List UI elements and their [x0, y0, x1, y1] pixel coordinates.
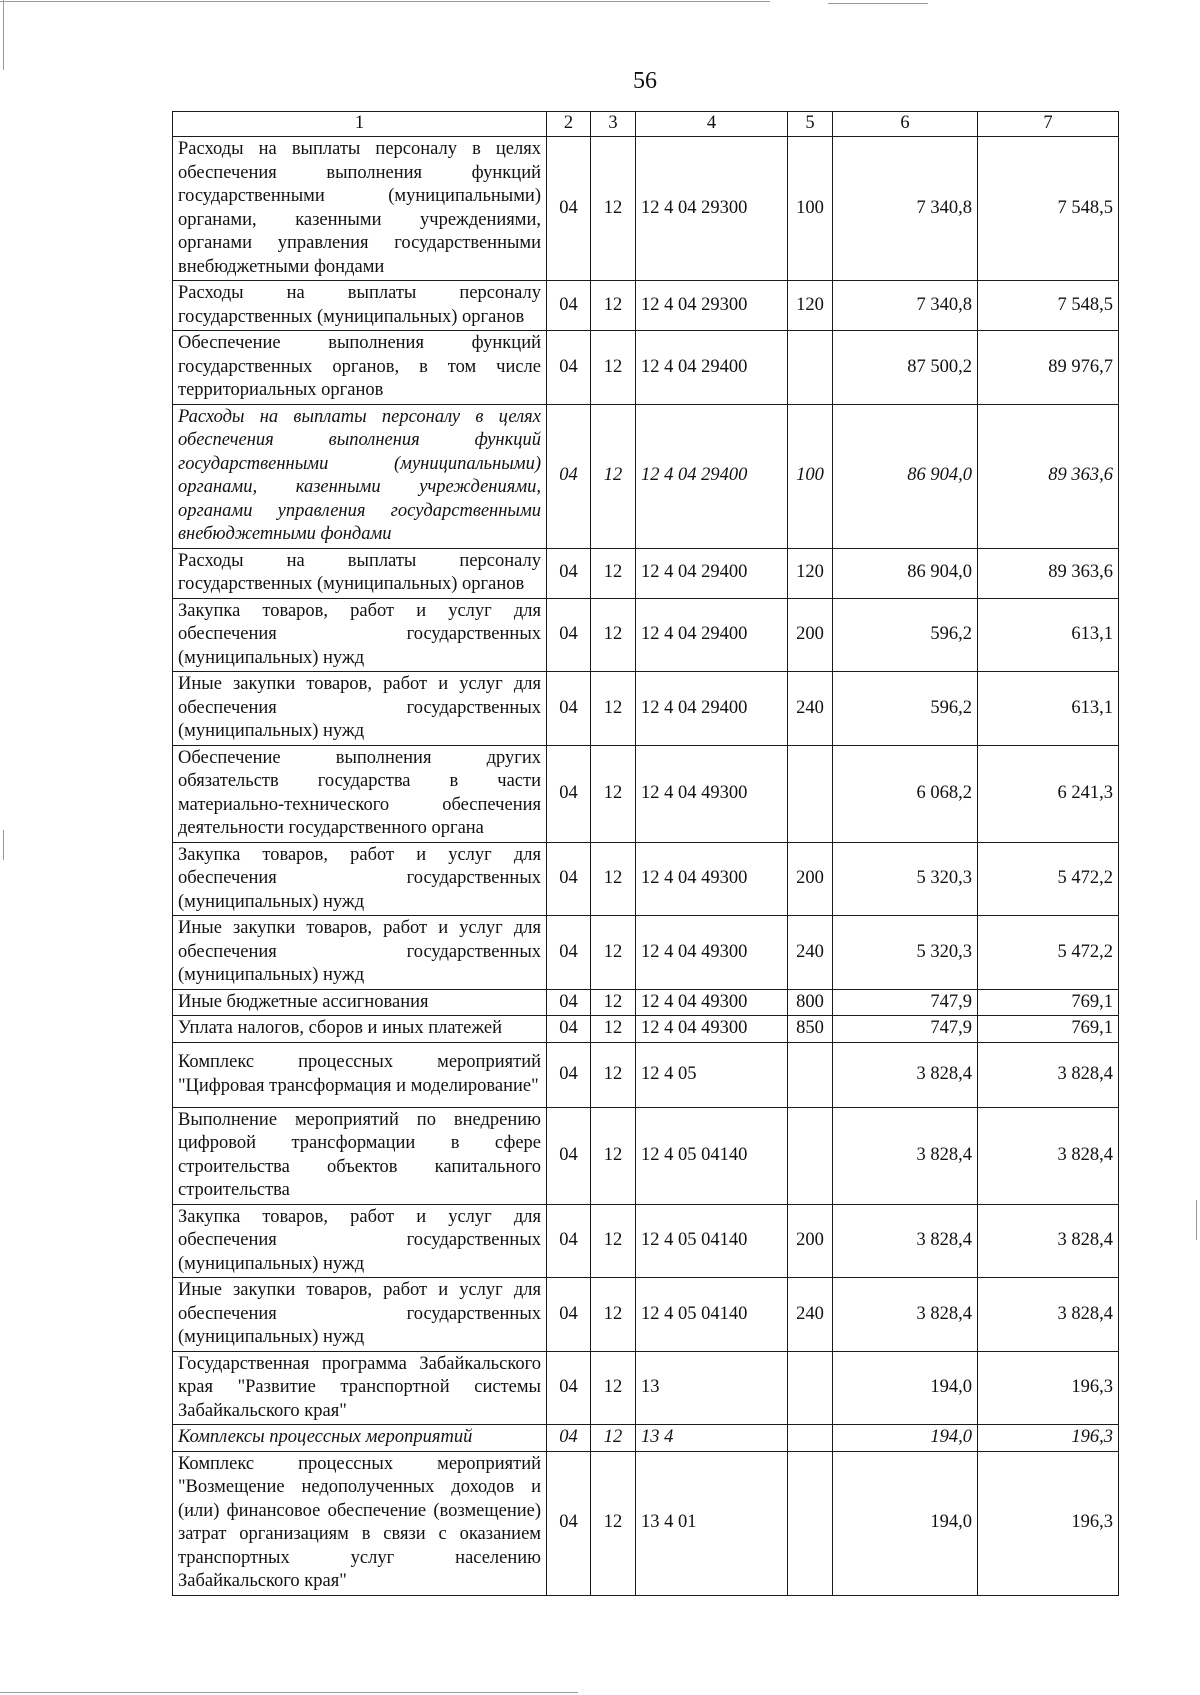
amount-year-2: 3 828,4 [978, 1204, 1119, 1278]
scan-edge-line-top [0, 1, 770, 2]
column-header: 2 [547, 112, 591, 137]
subsection-code: 12 [591, 1042, 636, 1107]
target-article-code: 13 4 [636, 1425, 788, 1452]
section-code: 04 [547, 548, 591, 598]
row-description: Государственная программа Забайкальского края "Развитие транспортной системы Забайкальского края" [173, 1351, 547, 1425]
amount-year-1: 6 068,2 [833, 745, 978, 842]
expense-type-code: 200 [788, 1204, 833, 1278]
expense-type-code: 120 [788, 281, 833, 331]
section-code: 04 [547, 1451, 591, 1595]
target-article-code: 12 4 04 29400 [636, 672, 788, 746]
target-article-code: 12 4 05 04140 [636, 1107, 788, 1204]
expense-type-code: 240 [788, 1278, 833, 1352]
section-code: 04 [547, 404, 591, 548]
subsection-code: 12 [591, 1451, 636, 1595]
row-description: Иные закупки товаров, работ и услуг для обеспечения государственных (муниципальных) нужд [173, 672, 547, 746]
target-article-code: 12 4 04 29300 [636, 137, 788, 281]
expense-type-code [788, 1425, 833, 1452]
expense-type-code [788, 1107, 833, 1204]
row-description: Закупка товаров, работ и услуг для обеспечения государственных (муниципальных) нужд [173, 598, 547, 672]
amount-year-1: 747,9 [833, 1016, 978, 1043]
section-code: 04 [547, 331, 591, 405]
expense-type-code: 100 [788, 404, 833, 548]
column-header: 4 [636, 112, 788, 137]
scan-edge-line-left [3, 0, 4, 70]
amount-year-2: 5 472,2 [978, 916, 1119, 990]
table-row [173, 842, 1119, 916]
target-article-code: 12 4 04 29400 [636, 331, 788, 405]
table-row [173, 1451, 1119, 1595]
amount-year-2: 89 363,6 [978, 548, 1119, 598]
row-description: Комплекс процессных мероприятий "Возмещение недополученных доходов и (или) финансовое обеспечение (возмещение) затрат организациям в связи с оказанием транспортных услуг населению Забайкальского края" [173, 1451, 547, 1595]
subsection-code: 12 [591, 1204, 636, 1278]
amount-year-1: 5 320,3 [833, 916, 978, 990]
expense-type-code [788, 1042, 833, 1107]
amount-year-1: 3 828,4 [833, 1278, 978, 1352]
amount-year-1: 7 340,8 [833, 281, 978, 331]
target-article-code: 12 4 05 [636, 1042, 788, 1107]
table-row [173, 281, 1119, 331]
expense-type-code [788, 1351, 833, 1425]
scan-edge-line-bottom [0, 1692, 578, 1693]
amount-year-1: 3 828,4 [833, 1042, 978, 1107]
table-row [173, 137, 1119, 281]
target-article-code: 12 4 04 29400 [636, 404, 788, 548]
amount-year-1: 5 320,3 [833, 842, 978, 916]
amount-year-2: 89 363,6 [978, 404, 1119, 548]
row-description: Расходы на выплаты персоналу в целях обеспечения выполнения функций государственными (муниципальными) органами, казенными учреждениями, органами управления государственными внебюджетными фондами [173, 137, 547, 281]
scan-edge-line-right [1196, 1200, 1197, 1240]
table-row [173, 989, 1119, 1016]
subsection-code: 12 [591, 989, 636, 1016]
expense-type-code [788, 745, 833, 842]
amount-year-1: 194,0 [833, 1451, 978, 1595]
section-code: 04 [547, 1351, 591, 1425]
column-header: 5 [788, 112, 833, 137]
table-row [173, 404, 1119, 548]
subsection-code: 12 [591, 1107, 636, 1204]
row-description: Иные бюджетные ассигнования [173, 989, 547, 1016]
section-code: 04 [547, 1278, 591, 1352]
section-code: 04 [547, 1042, 591, 1107]
expense-type-code: 200 [788, 598, 833, 672]
subsection-code: 12 [591, 331, 636, 405]
section-code: 04 [547, 1204, 591, 1278]
table-row [173, 1016, 1119, 1043]
subsection-code: 12 [591, 137, 636, 281]
subsection-code: 12 [591, 672, 636, 746]
amount-year-1: 87 500,2 [833, 331, 978, 405]
section-code: 04 [547, 137, 591, 281]
section-code: 04 [547, 989, 591, 1016]
row-description: Закупка товаров, работ и услуг для обеспечения государственных (муниципальных) нужд [173, 1204, 547, 1278]
row-description: Комплексы процессных мероприятий [173, 1425, 547, 1452]
column-header: 6 [833, 112, 978, 137]
row-description: Расходы на выплаты персоналу государственных (муниципальных) органов [173, 548, 547, 598]
amount-year-2: 6 241,3 [978, 745, 1119, 842]
target-article-code: 12 4 04 29400 [636, 548, 788, 598]
table-row [173, 1107, 1119, 1204]
expense-type-code: 800 [788, 989, 833, 1016]
row-description: Обеспечение выполнения функций государственных органов, в том числе территориальных органов [173, 331, 547, 405]
scan-edge-line-top-right [828, 3, 928, 4]
target-article-code: 12 4 04 29400 [636, 598, 788, 672]
section-code: 04 [547, 1016, 591, 1043]
target-article-code: 12 4 04 49300 [636, 745, 788, 842]
section-code: 04 [547, 842, 591, 916]
expense-type-code: 850 [788, 1016, 833, 1043]
amount-year-1: 596,2 [833, 598, 978, 672]
subsection-code: 12 [591, 1425, 636, 1452]
table-row [173, 916, 1119, 990]
column-header: 3 [591, 112, 636, 137]
target-article-code: 12 4 05 04140 [636, 1204, 788, 1278]
section-code: 04 [547, 745, 591, 842]
amount-year-1: 194,0 [833, 1351, 978, 1425]
amount-year-1: 86 904,0 [833, 548, 978, 598]
amount-year-2: 196,3 [978, 1425, 1119, 1452]
expense-type-code [788, 1451, 833, 1595]
expense-type-code: 240 [788, 672, 833, 746]
target-article-code: 12 4 04 49300 [636, 1016, 788, 1043]
subsection-code: 12 [591, 916, 636, 990]
subsection-code: 12 [591, 598, 636, 672]
section-code: 04 [547, 916, 591, 990]
amount-year-2: 769,1 [978, 989, 1119, 1016]
table-row [173, 672, 1119, 746]
column-header: 7 [978, 112, 1119, 137]
column-header: 1 [173, 112, 547, 137]
subsection-code: 12 [591, 404, 636, 548]
table-header-row [173, 112, 1119, 137]
target-article-code: 12 4 04 29300 [636, 281, 788, 331]
amount-year-2: 613,1 [978, 672, 1119, 746]
amount-year-2: 89 976,7 [978, 331, 1119, 405]
expense-type-code [788, 331, 833, 405]
subsection-code: 12 [591, 842, 636, 916]
amount-year-1: 3 828,4 [833, 1107, 978, 1204]
row-description: Комплекс процессных мероприятий "Цифровая трансформация и моделирование" [173, 1042, 547, 1107]
amount-year-2: 613,1 [978, 598, 1119, 672]
target-article-code: 13 [636, 1351, 788, 1425]
table-row [173, 1204, 1119, 1278]
expense-type-code: 100 [788, 137, 833, 281]
subsection-code: 12 [591, 281, 636, 331]
target-article-code: 12 4 04 49300 [636, 916, 788, 990]
section-code: 04 [547, 598, 591, 672]
amount-year-2: 3 828,4 [978, 1107, 1119, 1204]
row-description: Расходы на выплаты персоналу в целях обеспечения выполнения функций государственными (муниципальными) органами, казенными учреждениями, органами управления государственными внебюджетными фондами [173, 404, 547, 548]
amount-year-2: 196,3 [978, 1351, 1119, 1425]
subsection-code: 12 [591, 745, 636, 842]
section-code: 04 [547, 1107, 591, 1204]
section-code: 04 [547, 1425, 591, 1452]
table-row [173, 331, 1119, 405]
table-row [173, 548, 1119, 598]
amount-year-2: 7 548,5 [978, 137, 1119, 281]
target-article-code: 12 4 04 49300 [636, 989, 788, 1016]
expense-type-code: 240 [788, 916, 833, 990]
target-article-code: 12 4 05 04140 [636, 1278, 788, 1352]
row-description: Иные закупки товаров, работ и услуг для обеспечения государственных (муниципальных) нужд [173, 1278, 547, 1352]
subsection-code: 12 [591, 1351, 636, 1425]
subsection-code: 12 [591, 1016, 636, 1043]
section-code: 04 [547, 672, 591, 746]
row-description: Обеспечение выполнения других обязательств государства в части материально-технического обеспечения деятельности государственного органа [173, 745, 547, 842]
table-row [173, 1042, 1119, 1107]
amount-year-1: 7 340,8 [833, 137, 978, 281]
amount-year-2: 769,1 [978, 1016, 1119, 1043]
amount-year-1: 3 828,4 [833, 1204, 978, 1278]
row-description: Иные закупки товаров, работ и услуг для обеспечения государственных (муниципальных) нужд [173, 916, 547, 990]
page-number: 56 [633, 68, 657, 94]
amount-year-2: 5 472,2 [978, 842, 1119, 916]
amount-year-2: 196,3 [978, 1451, 1119, 1595]
table-row [173, 1425, 1119, 1452]
amount-year-1: 747,9 [833, 989, 978, 1016]
subsection-code: 12 [591, 1278, 636, 1352]
amount-year-2: 7 548,5 [978, 281, 1119, 331]
amount-year-2: 3 828,4 [978, 1042, 1119, 1107]
table-row [173, 1278, 1119, 1352]
amount-year-1: 194,0 [833, 1425, 978, 1452]
row-description: Выполнение мероприятий по внедрению цифровой трансформации в сфере строительства объектов капитального строительства [173, 1107, 547, 1204]
amount-year-1: 86 904,0 [833, 404, 978, 548]
expense-type-code: 120 [788, 548, 833, 598]
target-article-code: 12 4 04 49300 [636, 842, 788, 916]
amount-year-2: 3 828,4 [978, 1278, 1119, 1352]
table-row [173, 745, 1119, 842]
subsection-code: 12 [591, 548, 636, 598]
target-article-code: 13 4 01 [636, 1451, 788, 1595]
table-row [173, 1351, 1119, 1425]
scan-edge-line-left-mid [3, 830, 4, 860]
section-code: 04 [547, 281, 591, 331]
expense-type-code: 200 [788, 842, 833, 916]
budget-allocation-table [172, 111, 1119, 1596]
table-row [173, 598, 1119, 672]
row-description: Уплата налогов, сборов и иных платежей [173, 1016, 547, 1043]
row-description: Закупка товаров, работ и услуг для обеспечения государственных (муниципальных) нужд [173, 842, 547, 916]
amount-year-1: 596,2 [833, 672, 978, 746]
row-description: Расходы на выплаты персоналу государственных (муниципальных) органов [173, 281, 547, 331]
